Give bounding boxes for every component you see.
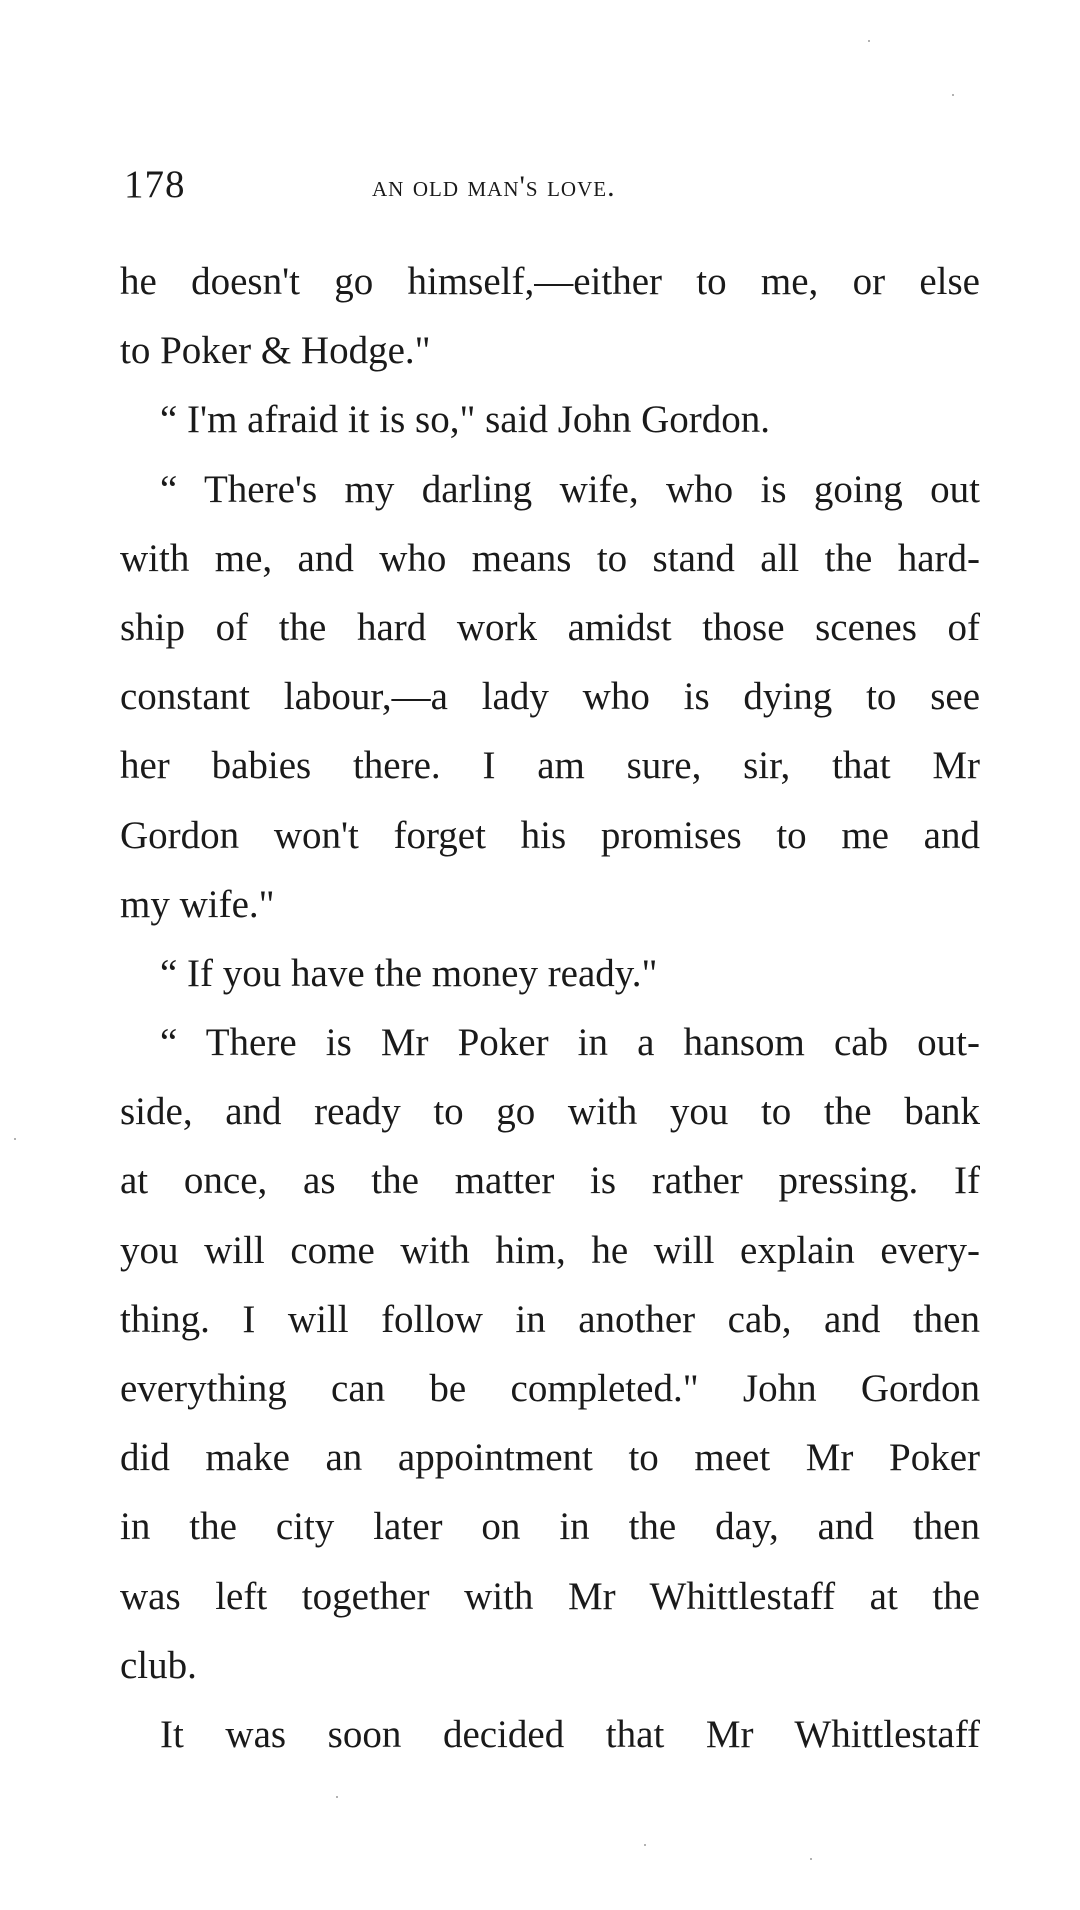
text-line: with me, and who means to stand all the hard- bbox=[120, 536, 980, 580]
text-line: “ There's my darling wife, who is going out bbox=[160, 467, 980, 511]
paper-speck bbox=[810, 1858, 812, 1860]
text-line: club. bbox=[120, 1643, 197, 1687]
paper-speck bbox=[644, 1844, 646, 1846]
text-line: my wife." bbox=[120, 882, 275, 926]
text-line: constant labour,—a lady who is dying to see bbox=[120, 675, 980, 719]
paper-speck bbox=[336, 1796, 338, 1798]
text-line: “ I'm afraid it is so," said John Gordon. bbox=[160, 398, 771, 442]
text-line: side, and ready to go with you to the bank bbox=[120, 1090, 980, 1134]
text-line: “ If you have the money ready." bbox=[160, 951, 658, 995]
paper-speck bbox=[952, 94, 954, 96]
text-line: her babies there. I am sure, sir, that Mr bbox=[120, 744, 980, 788]
text-line: was left together with Mr Whittlestaff at the bbox=[120, 1574, 980, 1618]
text-line: you will come with him, he will explain every- bbox=[120, 1228, 980, 1272]
text-line: Gordon won't forget his promises to me and bbox=[120, 813, 980, 857]
text-line: “ There is Mr Poker in a hansom cab out- bbox=[160, 1021, 980, 1065]
paper-speck bbox=[868, 40, 870, 42]
text-line: in the city later on in the day, and then bbox=[120, 1505, 980, 1549]
text-line: ship of the hard work amidst those scenes of bbox=[120, 605, 980, 649]
text-line: to Poker & Hodge." bbox=[120, 329, 431, 373]
text-line: he doesn't go himself,—either to me, or else bbox=[120, 260, 980, 303]
body-text bbox=[120, 247, 980, 1769]
page-number: 178 bbox=[124, 163, 186, 206]
text-line: did make an appointment to meet Mr Poker bbox=[120, 1436, 980, 1480]
text-line: everything can be completed." John Gordon bbox=[120, 1367, 980, 1410]
running-head bbox=[124, 162, 984, 212]
text-line: at once, as the matter is rather pressing. If bbox=[120, 1159, 980, 1203]
paper-speck bbox=[14, 1138, 16, 1140]
running-title: an old man's love. bbox=[372, 170, 616, 203]
text-line: thing. I will follow in another cab, and then bbox=[120, 1297, 980, 1341]
text-line: It was soon decided that Mr Whittlestaff bbox=[160, 1712, 980, 1756]
